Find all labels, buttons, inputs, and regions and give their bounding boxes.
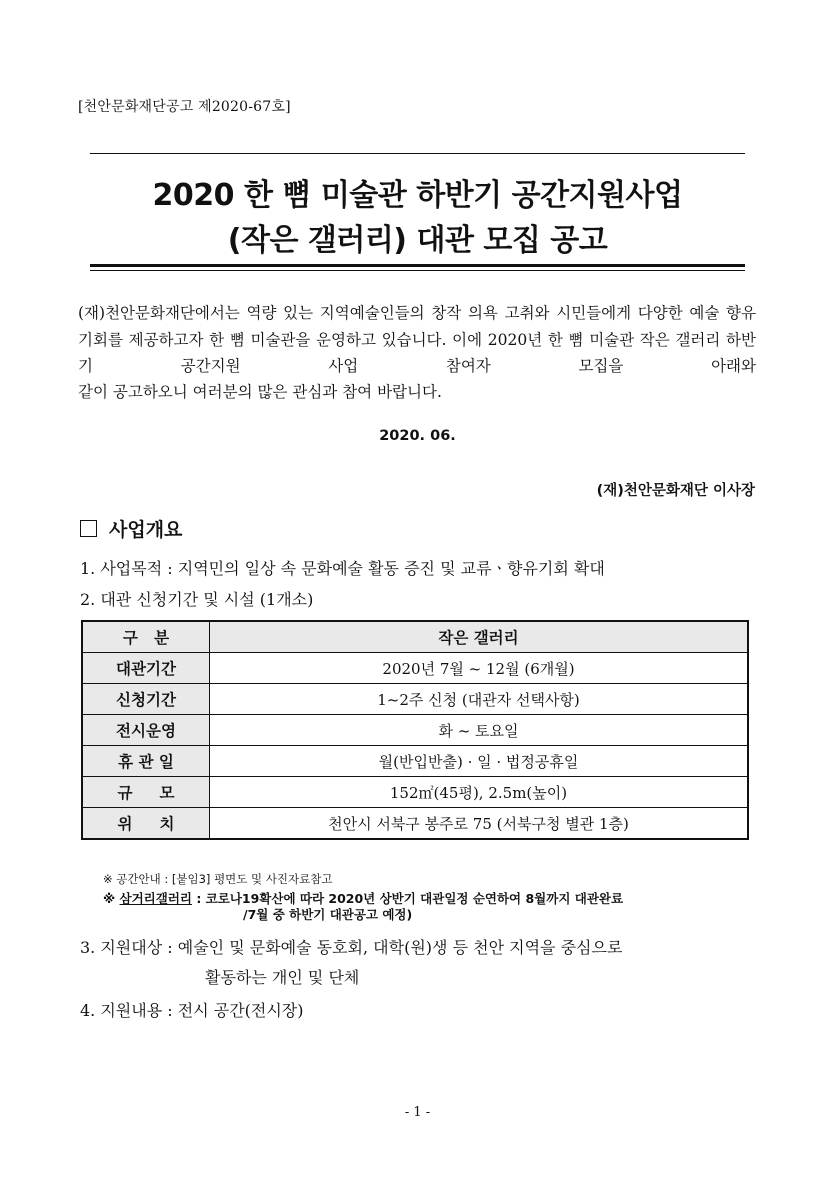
table-row xyxy=(82,684,748,715)
samgeori-gallery-text: : 코로나19확산에 따라 2020년 상반기 대관일정 순연하여 8월까지 대관완료 xyxy=(191,891,624,906)
notice-reference-number: [천안문화재단공고 제2020-67호] xyxy=(78,99,291,115)
section-heading xyxy=(80,515,182,542)
item-purpose: 1. 사업목적 : 지역민의 일상 속 문화예술 활동 증진 및 교류ㆍ향유기회 확대 xyxy=(80,559,605,578)
space-guide-note: ※ 공간안내 : [붙임3] 평면도 및 사진자료참고 xyxy=(103,872,333,886)
page-title-line1: 2020 한 뼘 미술관 하반기 공간지원사업 xyxy=(152,178,683,213)
title-bottom-rule-thin xyxy=(90,270,745,271)
table-row-label: 전시운영 xyxy=(82,715,210,746)
item-eligibility: 3. 지원대상 : 예술인 및 문화예술 동호회, 대학(원)생 등 천안 지역을 중심으로 xyxy=(80,938,623,957)
table-header-gallery: 작은 갤러리 xyxy=(210,621,749,653)
table-header-row xyxy=(82,621,748,653)
intro-paragraph: (재)천안문화재단에서는 역량 있는 지역예술인들의 창작 의욕 고취와 시민들에게 다양한 예술 향유 기회를 제공하고자 한 뼘 미술관을 운영하고 있습니다. 이에 2020년 한 뼘 미술관 작은 갤러리 하반기 공간지원 사업 참여자 모집을 아래와 xyxy=(78,304,756,375)
samgeori-gallery-note-cont: /7월 중 하반기 대관공고 예정) xyxy=(243,907,413,922)
section-title: 사업개요 xyxy=(109,519,183,541)
checkbox-square-icon xyxy=(80,520,97,537)
table-row-value: 1~2주 신청 (대관자 선택사항) xyxy=(210,684,749,715)
table-row-label: 규 모 xyxy=(82,777,210,808)
table-row-label: 위 치 xyxy=(82,808,210,840)
facility-table xyxy=(81,620,749,840)
table-row xyxy=(82,653,748,684)
samgeori-gallery-label: 삼거리갤러리 xyxy=(119,891,192,906)
table-row-value: 월(반입반출) · 일 · 법정공휴일 xyxy=(210,746,749,777)
table-row-label: 대관기간 xyxy=(82,653,210,684)
table-row xyxy=(82,777,748,808)
page-number: - 1 - xyxy=(404,1105,431,1120)
table-row-value: 2020년 7월 ~ 12월 (6개월) xyxy=(210,653,749,684)
page-title-line2: (작은 갤러리) 대관 모집 공고 xyxy=(227,223,608,258)
item-application-period: 2. 대관 신청기간 및 시설 (1개소) xyxy=(80,590,314,609)
table-row xyxy=(82,808,748,840)
note-marker: ※ xyxy=(103,891,120,906)
table-row xyxy=(82,746,748,777)
table-row-label: 신청기간 xyxy=(82,684,210,715)
intro-paragraph-last-line: 같이 공고하오니 여러분의 많은 관심과 참여 바랍니다. xyxy=(78,382,442,401)
table-row xyxy=(82,715,748,746)
table-row-value: 152㎡(45평), 2.5m(높이) xyxy=(210,777,749,808)
notice-date: 2020. 06. xyxy=(379,428,456,444)
table-header-category: 구 분 xyxy=(82,621,210,653)
item-support-content: 4. 지원내용 : 전시 공간(전시장) xyxy=(80,1001,304,1020)
title-top-rule xyxy=(90,153,745,154)
table-row-label: 휴 관 일 xyxy=(82,746,210,777)
table-row-value: 화 ~ 토요일 xyxy=(210,715,749,746)
item-eligibility-cont: 활동하는 개인 및 단체 xyxy=(205,968,360,987)
title-bottom-rule-thick xyxy=(90,264,745,267)
notice-signer: (재)천안문화재단 이사장 xyxy=(596,483,755,499)
table-row-value: 천안시 서북구 봉주로 75 (서북구청 별관 1층) xyxy=(210,808,749,840)
